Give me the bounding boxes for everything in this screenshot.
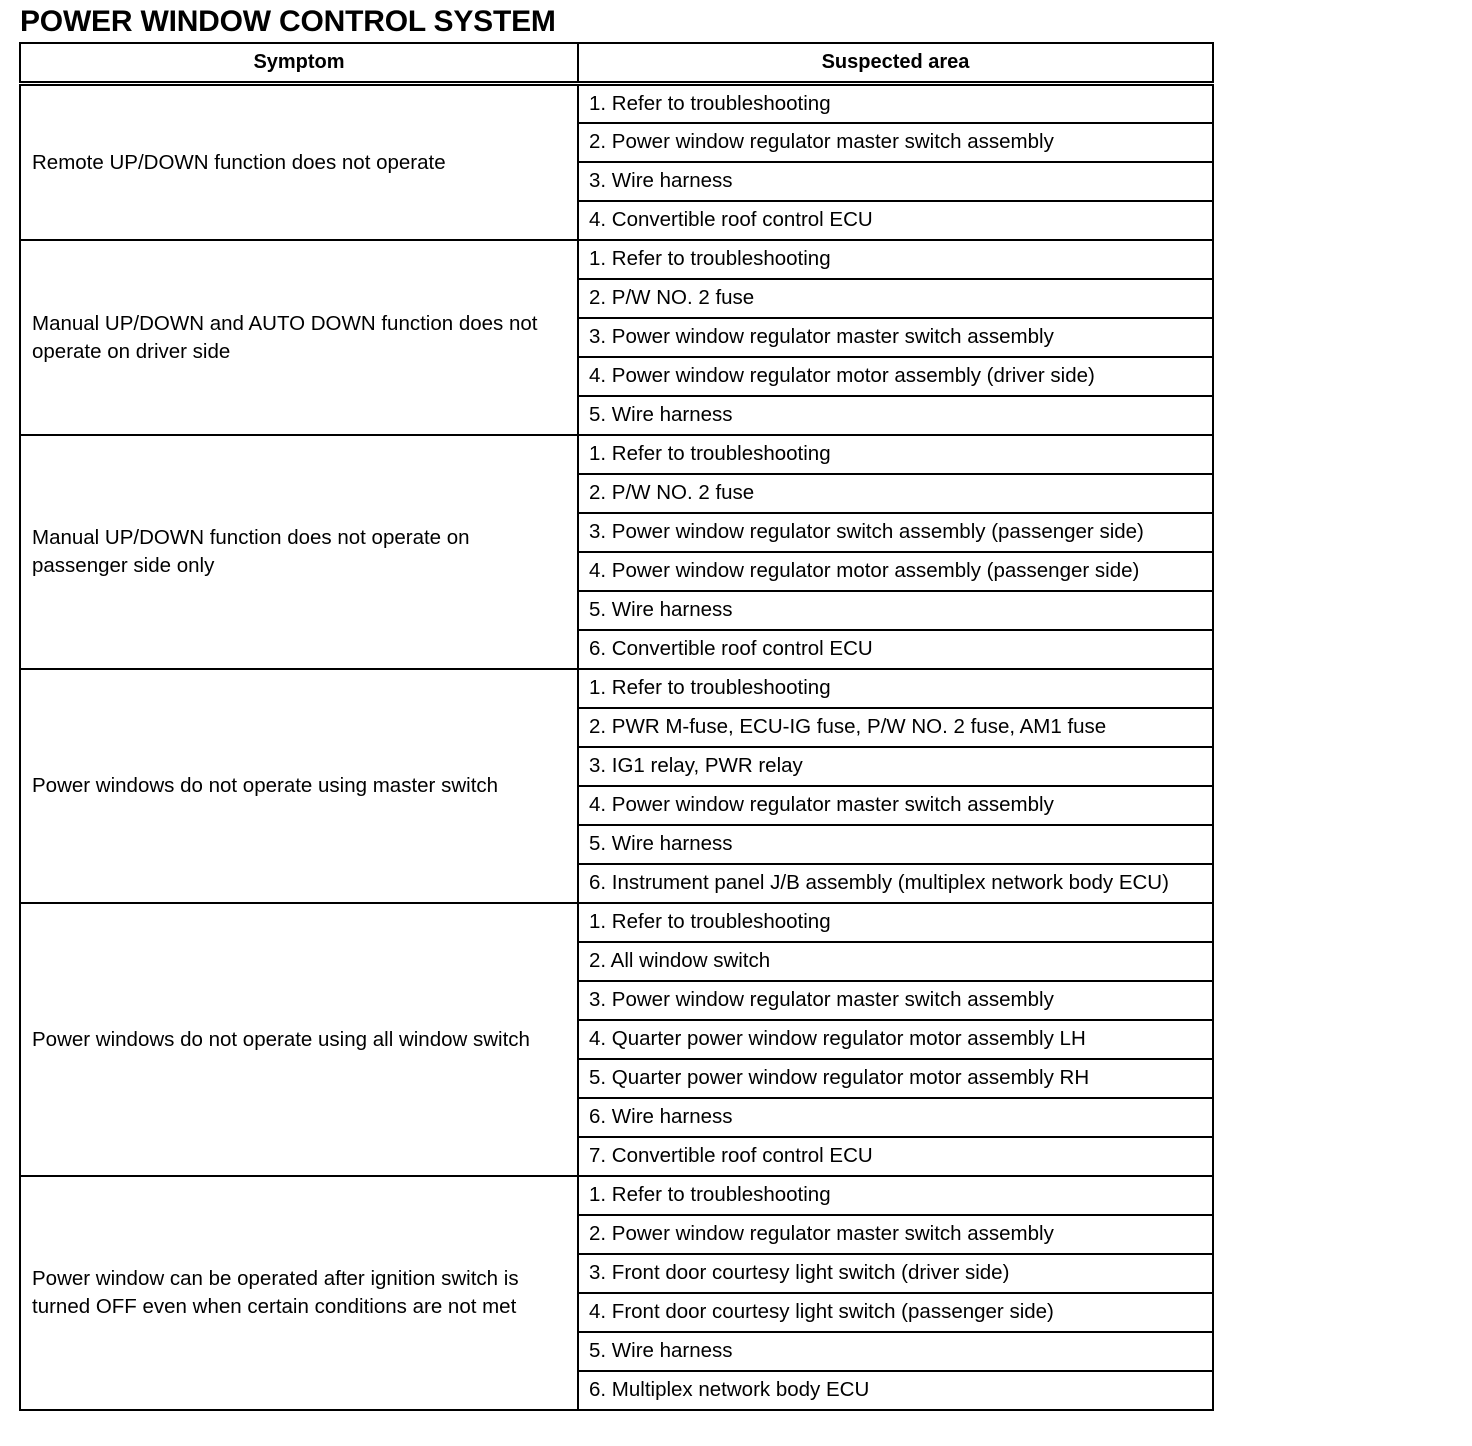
symptom-cell: Remote UP/DOWN function does not operate: [20, 84, 578, 240]
suspected-area-cell: 3. Front door courtesy light switch (driver side): [578, 1254, 1213, 1293]
suspected-area-cell: 1. Refer to troubleshooting: [578, 240, 1213, 279]
suspected-area-cell: 1. Refer to troubleshooting: [578, 1176, 1213, 1215]
table-row: [20, 669, 1213, 708]
suspected-area-cell: 3. IG1 relay, PWR relay: [578, 747, 1213, 786]
table-row: [20, 903, 1213, 942]
header-row: [20, 43, 1213, 84]
suspected-area-cell: 3. Power window regulator master switch assembly: [578, 318, 1213, 357]
suspected-area-cell: 7. Convertible roof control ECU: [578, 1137, 1213, 1176]
symptom-cell: Power windows do not operate using master switch: [20, 669, 578, 903]
suspected-area-cell: 2. P/W NO. 2 fuse: [578, 474, 1213, 513]
suspected-area-cell: 6. Multiplex network body ECU: [578, 1371, 1213, 1410]
troubleshooting-table: [19, 42, 1214, 1411]
suspected-area-cell: 1. Refer to troubleshooting: [578, 84, 1213, 123]
suspected-area-cell: 2. Power window regulator master switch assembly: [578, 1215, 1213, 1254]
suspected-area-cell: 4. Power window regulator motor assembly (driver side): [578, 357, 1213, 396]
suspected-area-cell: 5. Wire harness: [578, 396, 1213, 435]
symptom-cell: Power window can be operated after ignition switch is turned OFF even when certain conditions are not met: [20, 1176, 578, 1410]
table-header: [20, 43, 1213, 84]
suspected-area-cell: 2. Power window regulator master switch assembly: [578, 123, 1213, 162]
symptom-cell: Power windows do not operate using all window switch: [20, 903, 578, 1176]
header-symptom: Symptom: [20, 43, 578, 84]
table-row: [20, 84, 1213, 123]
suspected-area-cell: 1. Refer to troubleshooting: [578, 903, 1213, 942]
suspected-area-cell: 3. Wire harness: [578, 162, 1213, 201]
table-row: [20, 435, 1213, 474]
symptom-cell: Manual UP/DOWN and AUTO DOWN function does not operate on driver side: [20, 240, 578, 435]
suspected-area-cell: 2. P/W NO. 2 fuse: [578, 279, 1213, 318]
suspected-area-cell: 4. Power window regulator master switch assembly: [578, 786, 1213, 825]
table-row: [20, 240, 1213, 279]
table-row: [20, 1176, 1213, 1215]
header-suspected-area: Suspected area: [578, 43, 1213, 84]
suspected-area-cell: 6. Wire harness: [578, 1098, 1213, 1137]
suspected-area-cell: 3. Power window regulator master switch assembly: [578, 981, 1213, 1020]
suspected-area-cell: 6. Instrument panel J/B assembly (multiplex network body ECU): [578, 864, 1213, 903]
suspected-area-cell: 4. Power window regulator motor assembly (passenger side): [578, 552, 1213, 591]
page-title: POWER WINDOW CONTROL SYSTEM: [20, 5, 556, 38]
suspected-area-cell: 4. Quarter power window regulator motor assembly LH: [578, 1020, 1213, 1059]
suspected-area-cell: 5. Quarter power window regulator motor assembly RH: [578, 1059, 1213, 1098]
suspected-area-cell: 4. Front door courtesy light switch (passenger side): [578, 1293, 1213, 1332]
table-body: [20, 84, 1213, 1410]
suspected-area-cell: 6. Convertible roof control ECU: [578, 630, 1213, 669]
suspected-area-cell: 2. PWR M-fuse, ECU-IG fuse, P/W NO. 2 fuse, AM1 fuse: [578, 708, 1213, 747]
troubleshooting-table-container: [19, 42, 1212, 1411]
suspected-area-cell: 5. Wire harness: [578, 591, 1213, 630]
suspected-area-cell: 2. All window switch: [578, 942, 1213, 981]
symptom-cell: Manual UP/DOWN function does not operate on passenger side only: [20, 435, 578, 669]
suspected-area-cell: 1. Refer to troubleshooting: [578, 669, 1213, 708]
suspected-area-cell: 5. Wire harness: [578, 825, 1213, 864]
suspected-area-cell: 3. Power window regulator switch assembly (passenger side): [578, 513, 1213, 552]
suspected-area-cell: 1. Refer to troubleshooting: [578, 435, 1213, 474]
suspected-area-cell: 4. Convertible roof control ECU: [578, 201, 1213, 240]
suspected-area-cell: 5. Wire harness: [578, 1332, 1213, 1371]
